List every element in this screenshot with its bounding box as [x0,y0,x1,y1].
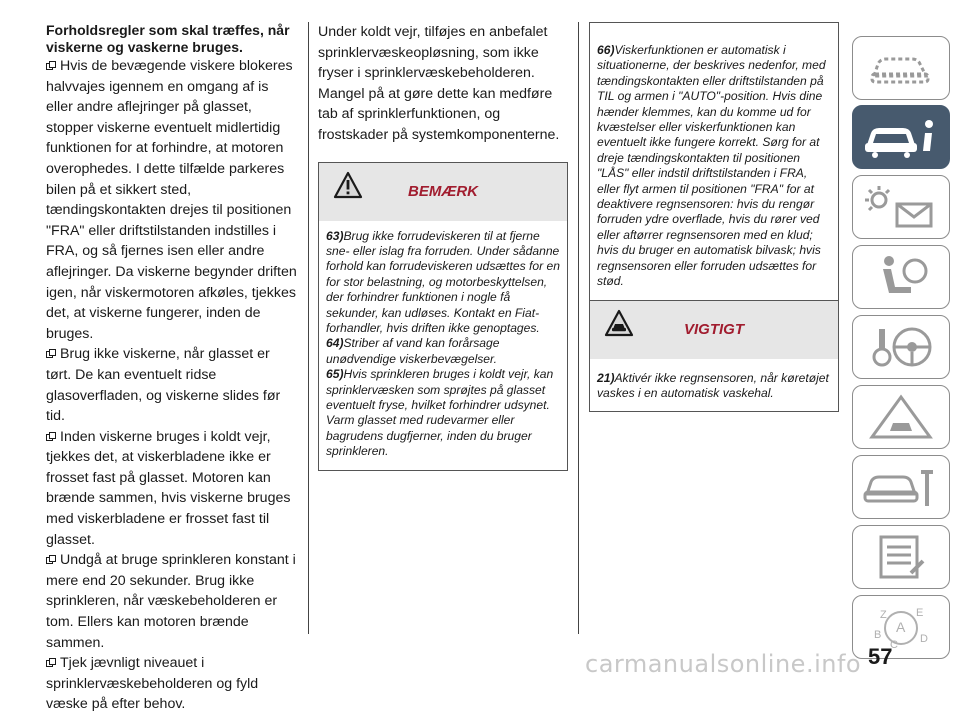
svg-text:A: A [896,619,906,635]
middle-column [318,22,568,471]
car-outline-icon [866,48,936,88]
left-column [46,22,298,715]
note-box [318,162,568,471]
column-divider [308,22,309,634]
note-body [319,221,567,470]
important-header [590,301,838,359]
bullet-icon [46,432,56,442]
note-title: BEMÆRK [408,183,478,201]
bullet-icon [46,349,56,359]
road-warning-icon [866,393,936,441]
important-body [590,359,838,412]
svg-text:B: B [874,629,882,641]
note-item: 65)Hvis sprinkleren bruges i koldt vejr, kan sprinklervæsken som sprøjtes på glasset eventuelt fryse, hvilket forhindrer udsynet. Varm glasset med rudevarmer eller bagrudens dugfjerner, inden du bruger sprinkleren. [326,367,554,459]
note-item: 63)Brug ikke forrudeviskeren til at fjerne sne- eller islag fra forruden. Under sådanne forhold kan forrudeviskeren udsættes for en for stor belastning, og motorbeskyttelsen, der forhindrer funktionen i nogle få sekunder, kan udløses. Kontakt en Fiat-forhandler, hvis driften ikke genoptages. [326,228,560,335]
bullet-paragraph: Tjek jævnligt niveauet i sprinklervæskebeholderen og fyld væske på efter behov. [46,655,259,713]
car-tools-icon [861,464,941,510]
tab-car-tools[interactable] [852,455,950,519]
section-heading: Forholdsregler som skal træffes, når viskerne og vaskerne bruges. [46,22,290,55]
note-box-continued [589,22,839,300]
note-item: 66)Viskerfunktionen er automatisk i situationerne, der beskrives nedenfor, med tændingskontakten eller driftstilstanden på TIL og armen i "AUTO"-position. Hvis dine hænder klemmes, kan du komme ud for kvæstelser eller viskerfunktionen kan eventuelt ikke fungere korrekt. Sørg for at dreje tændingskontakten til positionen "LÅS" eller indstil driftstilstanden i FRA, eller flyt armen til positionen "FRA" for at deaktivere regnsensoren: hvis du rengør forruden ydre overflade, hvis du rører ved eller aftørrer regnsensoren med en klud; hvis du bruger en automatisk bilvask; hvis regnsensoren eller forruden udsættes for stød. [597,43,826,289]
note-item: 64)Striber af vand kan forårsage unødvendige viskerbevægelser. [326,336,500,366]
tab-warning-lights[interactable] [852,175,950,239]
note-header [319,163,567,221]
tab-car-outline[interactable] [852,36,950,100]
bullet-paragraph: Brug ikke viskerne, når glasset er tørt. De kan eventuelt ridse glasoverfladen, og viskerne slides før tid. [46,346,281,425]
car-info-icon [861,115,941,159]
tab-car-info[interactable] [852,105,950,169]
tab-airbag-seat[interactable] [852,245,950,309]
bullet-icon [46,61,56,71]
note-item: 21)Aktivér ikke regnsensoren, når køretøjet vaskes i en automatisk vaskehal. [597,370,829,400]
tab-alphabet-index[interactable] [852,595,950,659]
airbag-seat-icon [871,253,931,301]
important-box [589,300,839,413]
page-number: 57 [868,644,893,669]
spec-list-icon [871,533,931,581]
bullet-icon [46,555,56,565]
intro-paragraph: Under koldt vejr, tilføjes en anbefalet sprinklervæskeopløsning, som ikke fryser i sprinklervæskebeholderen. Mangel på at gøre dette kan medføre tab af sprinklerfunktionen, og frostskader på systemkomponenterne. [318,24,560,143]
bullet-icon [46,658,56,668]
warning-triangle-icon [333,171,363,199]
svg-text:D: D [920,633,928,645]
bullet-paragraph: Hvis de bevægende viskere blokeres halvvajes igennem en omgang af is eller andre aflejringer på glasset, stopper viskerne eventuelt midlertidig funktionen for at forhindre, at motoren overophedes. I dette tilfælde parkeres bilen på et sikkert sted, tændingskontakten drejes til positionen "FRA" eller driftstilstanden indstilles i FRA, og så fjernes isen eller andre aflejringer. Da viskerne begynder driften igen, når viskermotoren afkøles, tjekkes det, at viskerne fungerer, inden de bruges. [46,58,297,342]
svg-text:Z: Z [880,609,887,621]
right-column [589,22,839,412]
watermark: carmanualsonline.info [585,650,862,678]
tab-spec-list[interactable] [852,525,950,589]
important-title: VIGTIGT [684,321,744,338]
bullet-paragraph: Inden viskerne bruges i koldt vejr, tjekkes det, at viskerbladene ikke er frosset fast på glasset. Motoren kan brænde sammen, hvis viskerne bruges med viskerbladene er frosset fast til glasset. [46,428,291,548]
tab-road-warning[interactable] [852,385,950,449]
steering-key-icon [866,323,936,371]
note-body [590,23,838,300]
tab-steering-key[interactable] [852,315,950,379]
svg-text:E: E [916,607,924,619]
column-divider [578,22,579,634]
warning-lights-icon [861,184,941,230]
bullet-paragraph: Undgå at bruge sprinkleren konstant i mere end 20 sekunder. Brug ikke sprinkleren, når væskebeholderen er tom. Ellers kan motoren brænde sammen. [46,552,296,651]
svg-text:C: C [890,639,898,651]
car-damage-icon [604,309,634,337]
